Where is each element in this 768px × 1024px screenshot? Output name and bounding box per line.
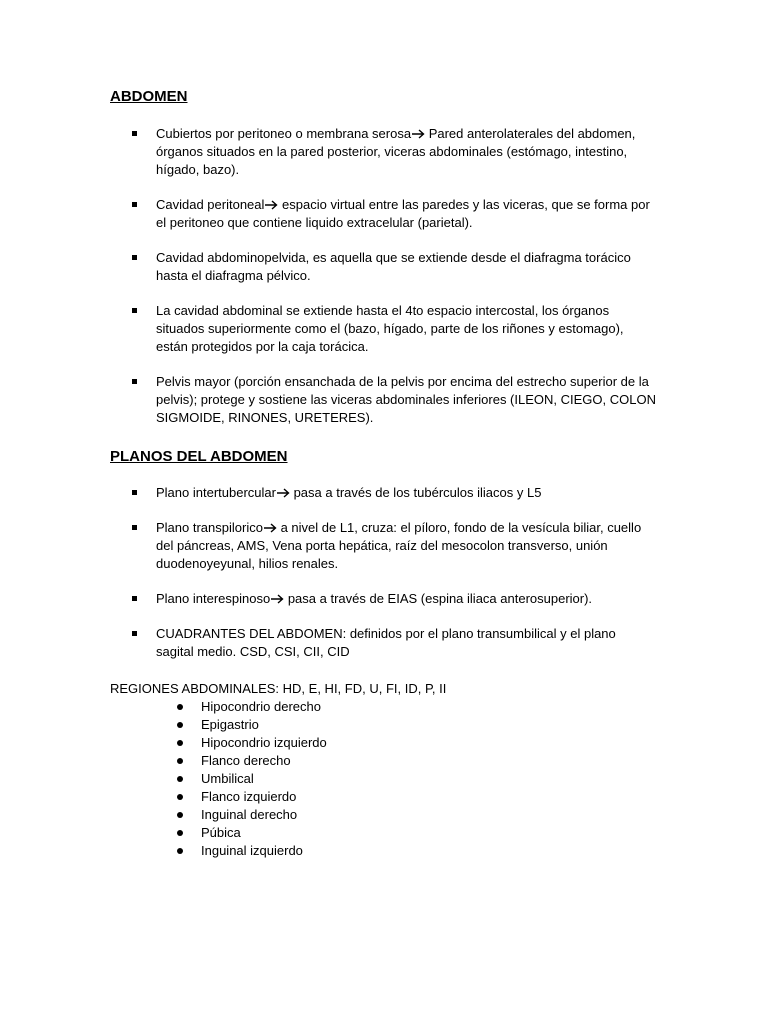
right-arrow-icon <box>276 488 290 498</box>
list-item <box>0 484 656 502</box>
list-item: Hipocondrio izquierdo <box>0 734 327 752</box>
planos-list <box>0 484 656 661</box>
list-item: Púbica <box>0 824 327 842</box>
abdomen-list <box>0 125 656 427</box>
list-item <box>0 590 656 608</box>
right-arrow-icon <box>270 594 284 604</box>
list-item <box>0 519 656 573</box>
list-item <box>0 302 656 356</box>
right-arrow-icon <box>411 129 425 139</box>
list-item <box>0 625 656 661</box>
list-item <box>0 196 656 232</box>
section-title-abdomen: ABDOMEN <box>110 88 188 105</box>
right-arrow-icon <box>263 523 277 533</box>
item-text: Cavidad peritoneal <box>156 197 265 212</box>
list-item <box>0 373 656 427</box>
item-text: Cubiertos por peritoneo o membrana serosa <box>156 126 412 141</box>
regions-list <box>0 698 327 860</box>
item-text: Plano interespinoso <box>156 591 271 606</box>
item-text: pasa a través de los tubérculos iliacos y L5 <box>289 485 542 500</box>
list-item: Epigastrio <box>0 716 327 734</box>
list-item: Umbilical <box>0 770 327 788</box>
item-text: La cavidad abdominal se extiende hasta el 4to espacio intercostal, los órganos situados superiormente como el (bazo, hígado, parte de los riñones y estomago), están protegidos por la caja torácica. <box>156 303 624 354</box>
item-text: CUADRANTES DEL ABDOMEN: definidos por el plano transumbilical y el plano sagital medio. CSD, CSI, CII, CID <box>156 626 616 659</box>
regions-title: REGIONES ABDOMINALES: HD, E, HI, FD, U, FI, ID, P, II <box>110 681 447 696</box>
list-item: Inguinal izquierdo <box>0 842 327 860</box>
right-arrow-icon <box>264 200 278 210</box>
item-text: a nivel de L1, cruza: el píloro, fondo de la vesícula biliar, cuello del páncreas, AMS, Vena porta hepática, raíz del mesocolon transverso, unión duodenoyeyunal, hilios renales. <box>156 520 642 571</box>
item-text: Pared anterolaterales del abdomen, órganos situados en la pared posterior, viceras abdominales (estómago, intestino, hígado, bazo). <box>156 126 636 177</box>
item-text: Cavidad abdominopelvida, es aquella que se extiende desde el diafragma torácico hasta el diafragma pélvico. <box>156 250 631 283</box>
list-item <box>0 249 656 285</box>
item-text: Plano intertubercular <box>156 485 276 500</box>
item-text: Plano transpilorico <box>156 520 263 535</box>
list-item: Flanco derecho <box>0 752 327 770</box>
list-item <box>0 125 656 179</box>
list-item: Flanco izquierdo <box>0 788 327 806</box>
list-item: Inguinal derecho <box>0 806 327 824</box>
section-title-planos: PLANOS DEL ABDOMEN <box>110 448 288 465</box>
item-text: espacio virtual entre las paredes y las viceras, que se forma por el peritoneo que contiene liquido extracelular (parietal). <box>156 197 650 230</box>
item-text: Pelvis mayor (porción ensanchada de la pelvis por encima del estrecho superior de la pelvis); protege y sostiene las viceras abdominales inferiores (ILEON, CIEGO, COLON SIGMOIDE, RINONES, URETERES). <box>156 374 656 425</box>
item-text: pasa a través de EIAS (espina iliaca anterosuperior). <box>284 591 593 606</box>
list-item: Hipocondrio derecho <box>0 698 327 716</box>
